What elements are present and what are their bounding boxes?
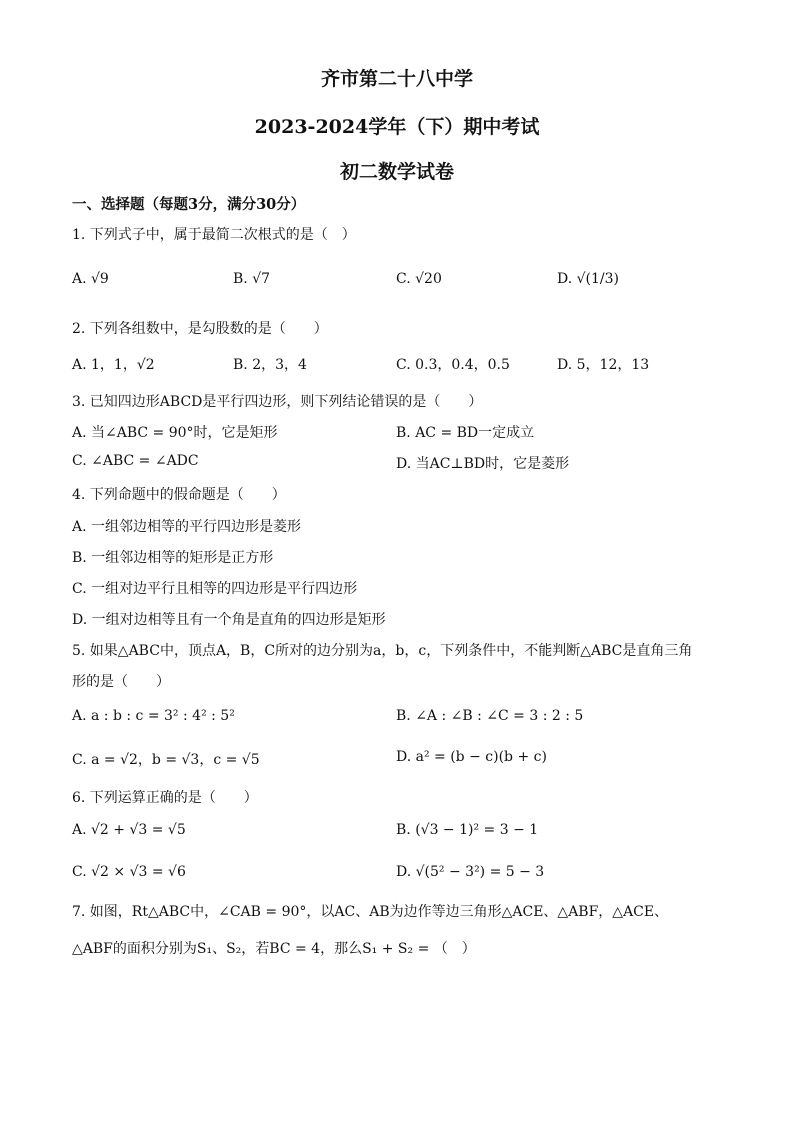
q1-option-d: D. √(1/3) — [557, 271, 620, 287]
q4-option-a: A. 一组邻边相等的平行四边形是菱形 — [72, 519, 302, 535]
q5-option-c: C. a = √2，b = √3，c = √5 — [72, 752, 260, 768]
q6-option-b: B. (√3 − 1)² = 3 − 1 — [396, 822, 539, 838]
question-5-stem: 5. 如果△ABC中，顶点A，B，C所对的边分别为a，b，c，下列条件中，不能判断△ABC是直角三角 — [72, 643, 693, 659]
school-title: 齐市第二十八中学 — [320, 68, 473, 90]
section-heading: 一、选择题（每题3分，满分30分） — [72, 196, 306, 213]
exam-term-title: 2023-2024学年（下）期中考试 — [254, 116, 540, 138]
q1-option-c: C. √20 — [396, 271, 442, 287]
q1-option-a: A. √9 — [72, 271, 109, 287]
q5-option-a: A. a : b : c = 3² : 4² : 5² — [72, 708, 235, 724]
question-2-stem: 2. 下列各组数中，是勾股数的是（ ） — [72, 321, 328, 337]
q1-option-b: B. √7 — [233, 271, 271, 287]
subject-title: 初二数学试卷 — [339, 161, 454, 183]
q3-option-c: C. ∠ABC = ∠ADC — [72, 453, 199, 469]
q5-option-d: D. a² = (b − c)(b + c) — [396, 749, 547, 765]
q2-option-a: A. 1，1，√2 — [72, 357, 155, 373]
question-5-stem-continued: 形的是（ ） — [72, 674, 170, 690]
question-7-stem: 7. 如图，Rt△ABC中，∠CAB = 90°，以AC、AB为边作等边三角形△ACE、△ABF，△ACE、 — [72, 904, 669, 920]
q6-option-c: C. √2 × √3 = √6 — [72, 864, 186, 880]
q4-option-b: B. 一组邻边相等的矩形是正方形 — [72, 550, 274, 566]
q3-option-a: A. 当∠ABC = 90°时，它是矩形 — [72, 425, 278, 441]
q2-option-d: D. 5，12，13 — [557, 357, 650, 373]
q3-option-d: D. 当AC⊥BD时，它是菱形 — [396, 456, 570, 472]
q6-option-a: A. √2 + √3 = √5 — [72, 822, 186, 838]
q2-option-c: C. 0.3，0.4，0.5 — [396, 357, 510, 373]
q3-option-b: B. AC = BD一定成立 — [396, 425, 535, 441]
q6-option-d: D. √(5² − 3²) = 5 − 3 — [396, 864, 545, 880]
question-4-stem: 4. 下列命题中的假命题是（ ） — [72, 487, 286, 503]
q4-option-d: D. 一组对边相等且有一个角是直角的四边形是矩形 — [72, 612, 386, 628]
q2-option-b: B. 2，3，4 — [233, 357, 307, 373]
question-3-stem: 3. 已知四边形ABCD是平行四边形，则下列结论错误的是（ ） — [72, 394, 483, 410]
q4-option-c: C. 一组对边平行且相等的四边形是平行四边形 — [72, 581, 358, 597]
question-6-stem: 6. 下列运算正确的是（ ） — [72, 790, 258, 806]
question-1-stem: 1. 下列式子中，属于最简二次根式的是（ ） — [72, 227, 356, 243]
q5-option-b: B. ∠A : ∠B : ∠C = 3 : 2 : 5 — [396, 708, 584, 724]
question-7-stem-continued: △ABF的面积分别为S₁、S₂，若BC = 4，那么S₁ + S₂ = （ ） — [72, 941, 476, 957]
